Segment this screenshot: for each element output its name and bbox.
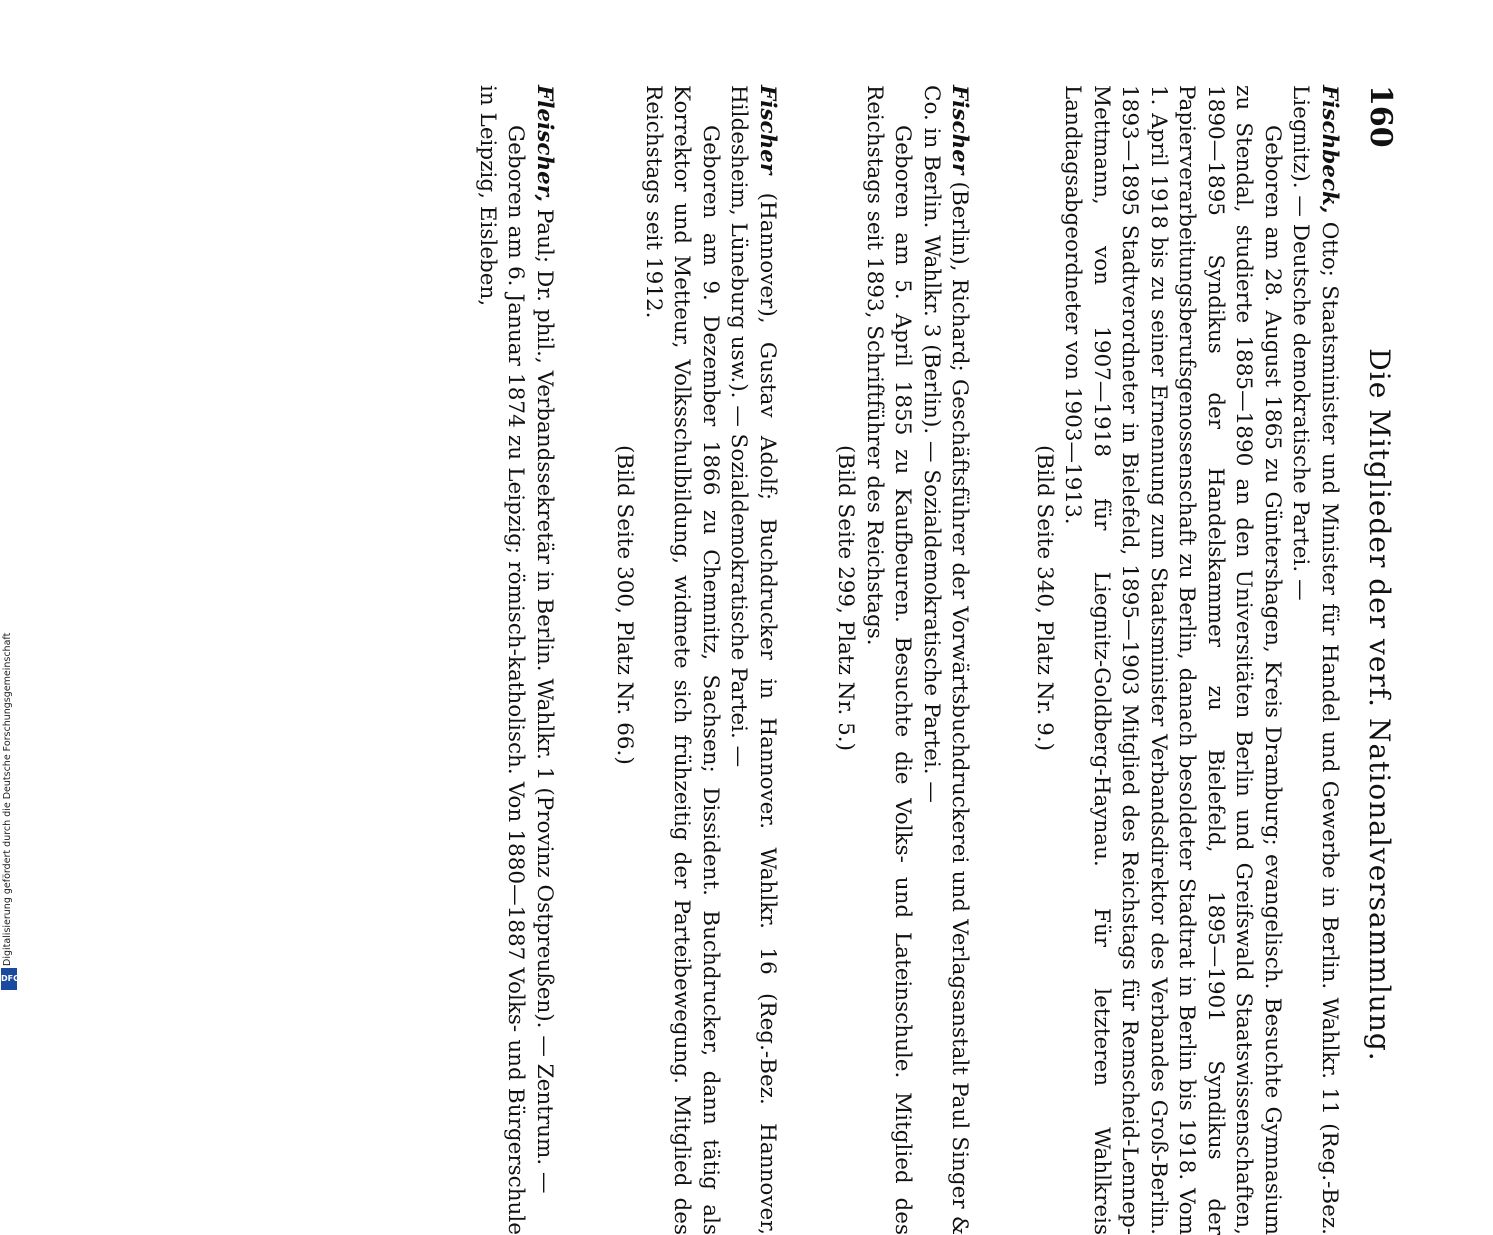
page-content [473,85,1344,1235]
entry-heading-text: (Berlin), Richard; Geschäftsführer der Vorwärtsbuchdruckerei und Verlagsanstalt Paul Singer & Co. in Berlin. Wahlkr. 3 (Berlin). — Sozialdemokratische Partei. — [919,85,973,1235]
entry-heading [530,85,559,1235]
entry-fischer-hannover [610,85,781,1235]
running-title: Die Mitglieder der verf. Nationalversammlung. [1363,348,1396,1062]
entry-heading-text: Otto; Staatsminister und Minister für Handel und Gewerbe in Berlin. Wahlkr. 11 (Reg.-Bez. Liegnitz). — Deutsche demokratische Partei. — [1288,85,1342,1235]
entry-name: Fischer [755,85,780,175]
entry-heading-text: (Hannover), Gustav Adolf; Buchdrucker in Hannover. Wahlkr. 16 (Reg.-Bez. Hannover, Hildesheim, Lüneburg usw.). — Sozialdemokratische Partei. — [726,85,780,1235]
dfg-logo: DFG [1,968,17,990]
entry-name: Fischbeck, [1317,85,1342,214]
entry-body: Geboren am 9. Dezember 1866 zu Chemnitz, Sachsen; Dissident. Buchdrucker, dann tätig als Korrektor und Metteur, Volksschulbildung, widmete sich frühzeitig der Parteibewegung. Mitglied des Reichstags seit 1912. [641,85,723,1235]
entry-name: Fleischer, [532,85,557,203]
entry-fischer-berlin [831,85,974,1235]
entry-body: Geboren am 28. August 1865 zu Güntershagen, Kreis Dramburg; evangelisch. Besuchte Gymnasium zu Stendal, studierte 1885—1890 an den Universitäten Berlin und Greifswald Staatswissenschaften, 1890—1895 Syndikus der Handelskammer zu Bielefeld, 1895—1901 Syndikus der Papierverarbeitungsberufsgenossenschaft zu Berlin, danach besoldeter Stadtrat in Berlin bis 1918. Vom 1. April 1918 bis zu seiner Ernennung zum Staatsminister Verbandsdirektor des Verbandes Groß-Berlin. 1893—1895 Stadtverordneter in Bielefeld, 1895—1903 Mitglied des Reichstags für Remscheid-Lennep-Mettmann, von 1907—1918 für Liegnitz-Goldberg-Haynau. Für letzteren Wahlkreis Landtagsabgeordneter von 1903—1913. [1060,85,1285,1235]
entry-heading [917,85,974,1235]
entry-name: Fischer [947,85,973,175]
digitization-credit: Digitalisierung gefördert durch die Deutsche Forschungsgemeinschaft [2,632,13,966]
photo-caption: (Bild Seite 340, Platz Nr. 9.) [1032,445,1057,752]
photo-caption: (Bild Seite 300, Platz Nr. 66.) [612,445,638,765]
entry-heading-text: Paul; Dr. phil., Verbandssekretär in Berlin. Wahlkr. 1 (Provinz Ostpreußen). — Zentrum. — [532,202,557,1194]
entry-heading [1286,85,1343,1235]
entry-fleischer [473,85,559,1235]
digitization-credit-strip [0,0,20,1000]
entry-body: Geboren am 5. April 1855 zu Kaufbeuren. Besuchte die Volks- und Lateinschule. Mitglied des Reichstags seit 1893, Schriftführer des Reichstags. [862,85,916,1235]
page-header [1358,85,1398,1235]
entry-fischbeck [1030,85,1344,1235]
entry-body: Geboren am 6. Januar 1874 zu Leipzig; römisch-katholisch. Von 1880—1887 Volks- und Bürgerschule in Leipzig, Eisleben, [475,85,529,1235]
entry-heading [724,85,781,1235]
photo-caption: (Bild Seite 299, Platz Nr. 5.) [833,445,859,752]
page-number: 160 [1363,85,1398,148]
